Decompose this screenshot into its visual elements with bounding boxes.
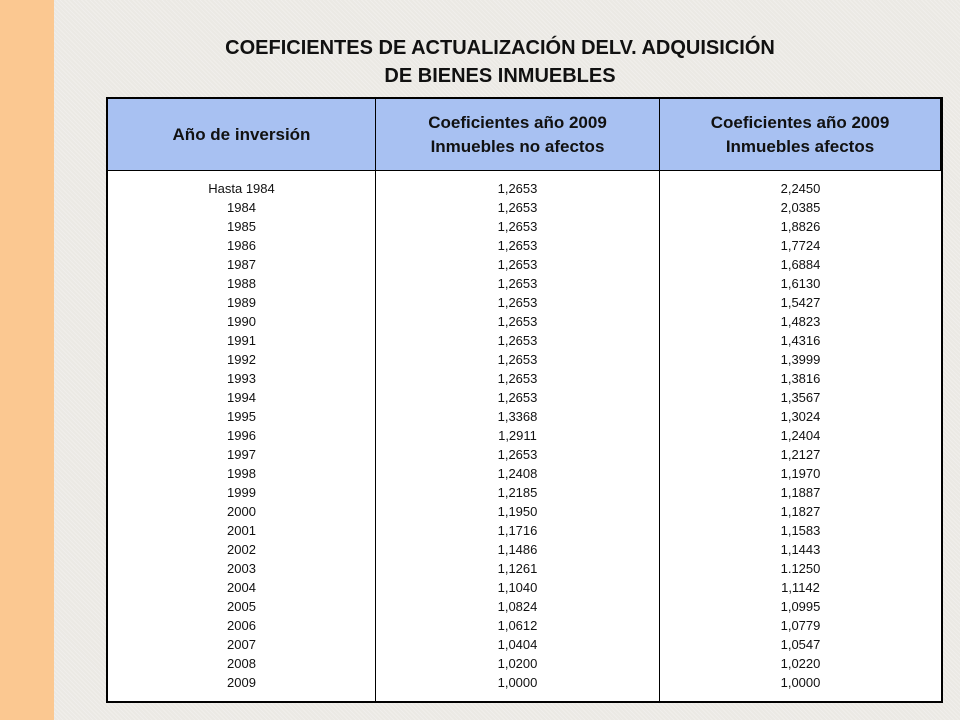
header-no-afectos-line-1: Coeficientes año 2009: [428, 112, 607, 132]
coef-no-afectos-cell: 1,2185: [497, 485, 538, 500]
coef-no-afectos-cell: 1,2408: [497, 466, 538, 481]
year-cell: 2009: [227, 675, 256, 690]
coef-no-afectos-cell: 1,0612: [497, 618, 538, 633]
coef-afectos-cell: 1,7724: [780, 238, 821, 253]
year-cell: 1989: [227, 295, 256, 310]
coef-afectos-cell: 1,1970: [780, 466, 821, 481]
coef-afectos-cell: 1,5427: [780, 295, 821, 310]
year-cell: 1995: [227, 409, 256, 424]
coef-afectos-cell: 1,6884: [780, 257, 821, 272]
coef-afectos-cell: 1,1443: [780, 542, 821, 557]
coef-afectos-cell: 1,0220: [780, 656, 821, 671]
coef-no-afectos-cell: 1,2653: [497, 257, 538, 272]
header-no-afectos: [376, 99, 660, 171]
year-cell: 2000: [227, 504, 256, 519]
year-cell: 1988: [227, 276, 256, 291]
coef-afectos-cell: 1,0995: [780, 599, 821, 614]
header-afectos: [660, 99, 941, 171]
year-cell: 1986: [227, 238, 256, 253]
year-cell: 2005: [227, 599, 256, 614]
coef-afectos-cell: 1,1827: [780, 504, 821, 519]
sidebar-accent: [0, 0, 54, 720]
page-title: [100, 34, 900, 90]
coef-no-afectos-cell: 1,2653: [497, 295, 538, 310]
coef-afectos-cell: 1,4823: [780, 314, 821, 329]
header-afectos-line-2: Inmuebles afectos: [725, 136, 875, 156]
year-cell: 1984: [227, 200, 256, 215]
header-year: [108, 99, 376, 171]
coef-afectos-cell: 1,0547: [780, 637, 821, 652]
year-cell: 2002: [227, 542, 256, 557]
header-no-afectos-line-2: Inmuebles no afectos: [430, 136, 605, 156]
coef-afectos-cell: 1,0000: [780, 675, 821, 690]
coef-no-afectos-cell: 1,0404: [497, 637, 538, 652]
coef-afectos-cell: 1,3816: [780, 371, 821, 386]
year-cell: 1999: [227, 485, 256, 500]
coef-no-afectos-cell: 1,2653: [497, 371, 538, 386]
coef-afectos-cell: 1,1583: [780, 523, 821, 538]
coef-no-afectos-cell: 1,2653: [497, 333, 538, 348]
year-cell: 1997: [227, 447, 256, 462]
coef-no-afectos-cell: 1,1950: [497, 504, 538, 519]
year-cell: 1985: [227, 219, 256, 234]
column-years: [108, 171, 376, 701]
year-cell: 1987: [227, 257, 256, 272]
coef-no-afectos-cell: 1,2653: [497, 390, 538, 405]
year-cell: 1993: [227, 371, 256, 386]
coef-afectos-cell: 1,0779: [780, 618, 821, 633]
year-cell: 2008: [227, 656, 256, 671]
coef-afectos-cell: 1,3024: [780, 409, 821, 424]
coef-no-afectos-cell: 1,1716: [497, 523, 538, 538]
year-cell: 1994: [227, 390, 256, 405]
coef-no-afectos-cell: 1,0824: [497, 599, 538, 614]
column-no-afectos: [376, 171, 660, 701]
header-year-label: Año de inversión: [172, 124, 311, 144]
year-cell: 2004: [227, 580, 256, 595]
year-cell: 2001: [227, 523, 256, 538]
coef-no-afectos-cell: 1,2653: [497, 238, 538, 253]
coef-no-afectos-cell: 1,2653: [497, 447, 538, 462]
coef-no-afectos-cell: 1,2653: [497, 181, 538, 196]
coef-afectos-cell: 1,1887: [780, 485, 821, 500]
coef-afectos-cell: 1,2404: [780, 428, 821, 443]
header-afectos-line-1: Coeficientes año 2009: [710, 112, 890, 132]
coef-afectos-cell: 1,6130: [780, 276, 821, 291]
coef-no-afectos-cell: 1,3368: [497, 409, 538, 424]
coef-no-afectos-cell: 1,2653: [497, 200, 538, 215]
coef-afectos-cell: 1,2127: [780, 447, 821, 462]
title-line-1: COEFICIENTES DE ACTUALIZACIÓN DELV. ADQUISICIÓN: [225, 37, 775, 59]
year-cell: 1992: [227, 352, 256, 367]
year-cell: 2006: [227, 618, 256, 633]
coef-no-afectos-cell: 1,2911: [498, 428, 537, 443]
coef-no-afectos-cell: 1,1261: [497, 561, 538, 576]
year-cell: Hasta 1984: [208, 181, 275, 196]
coef-no-afectos-cell: 1,1040: [497, 580, 538, 595]
year-cell: 1996: [227, 428, 256, 443]
coef-no-afectos-cell: 1,2653: [497, 219, 538, 234]
coef-no-afectos-cell: 1,0000: [497, 675, 538, 690]
coef-no-afectos-cell: 1,2653: [497, 352, 538, 367]
coef-afectos-cell: 1,3567: [780, 390, 821, 405]
year-cell: 2003: [227, 561, 256, 576]
year-cell: 1991: [227, 333, 256, 348]
coef-afectos-cell: 1,3999: [780, 352, 821, 367]
year-cell: 1998: [227, 466, 256, 481]
coef-no-afectos-cell: 1,2653: [497, 314, 538, 329]
column-afectos: [660, 171, 941, 701]
coef-no-afectos-cell: 1,0200: [497, 656, 538, 671]
coef-afectos-cell: 1,8826: [780, 219, 821, 234]
coef-afectos-cell: 2,0385: [780, 200, 821, 215]
year-cell: 2007: [227, 637, 256, 652]
coef-afectos-cell: 1,4316: [780, 333, 821, 348]
coef-afectos-cell: 2,2450: [780, 181, 821, 196]
coef-no-afectos-cell: 1,1486: [497, 542, 538, 557]
coef-afectos-cell: 1.1250: [780, 561, 821, 576]
coef-afectos-cell: 1,1142: [781, 580, 820, 595]
coefficients-table: [106, 97, 943, 703]
title-line-2: DE BIENES INMUEBLES: [384, 65, 616, 87]
year-cell: 1990: [227, 314, 256, 329]
coef-no-afectos-cell: 1,2653: [497, 276, 538, 291]
